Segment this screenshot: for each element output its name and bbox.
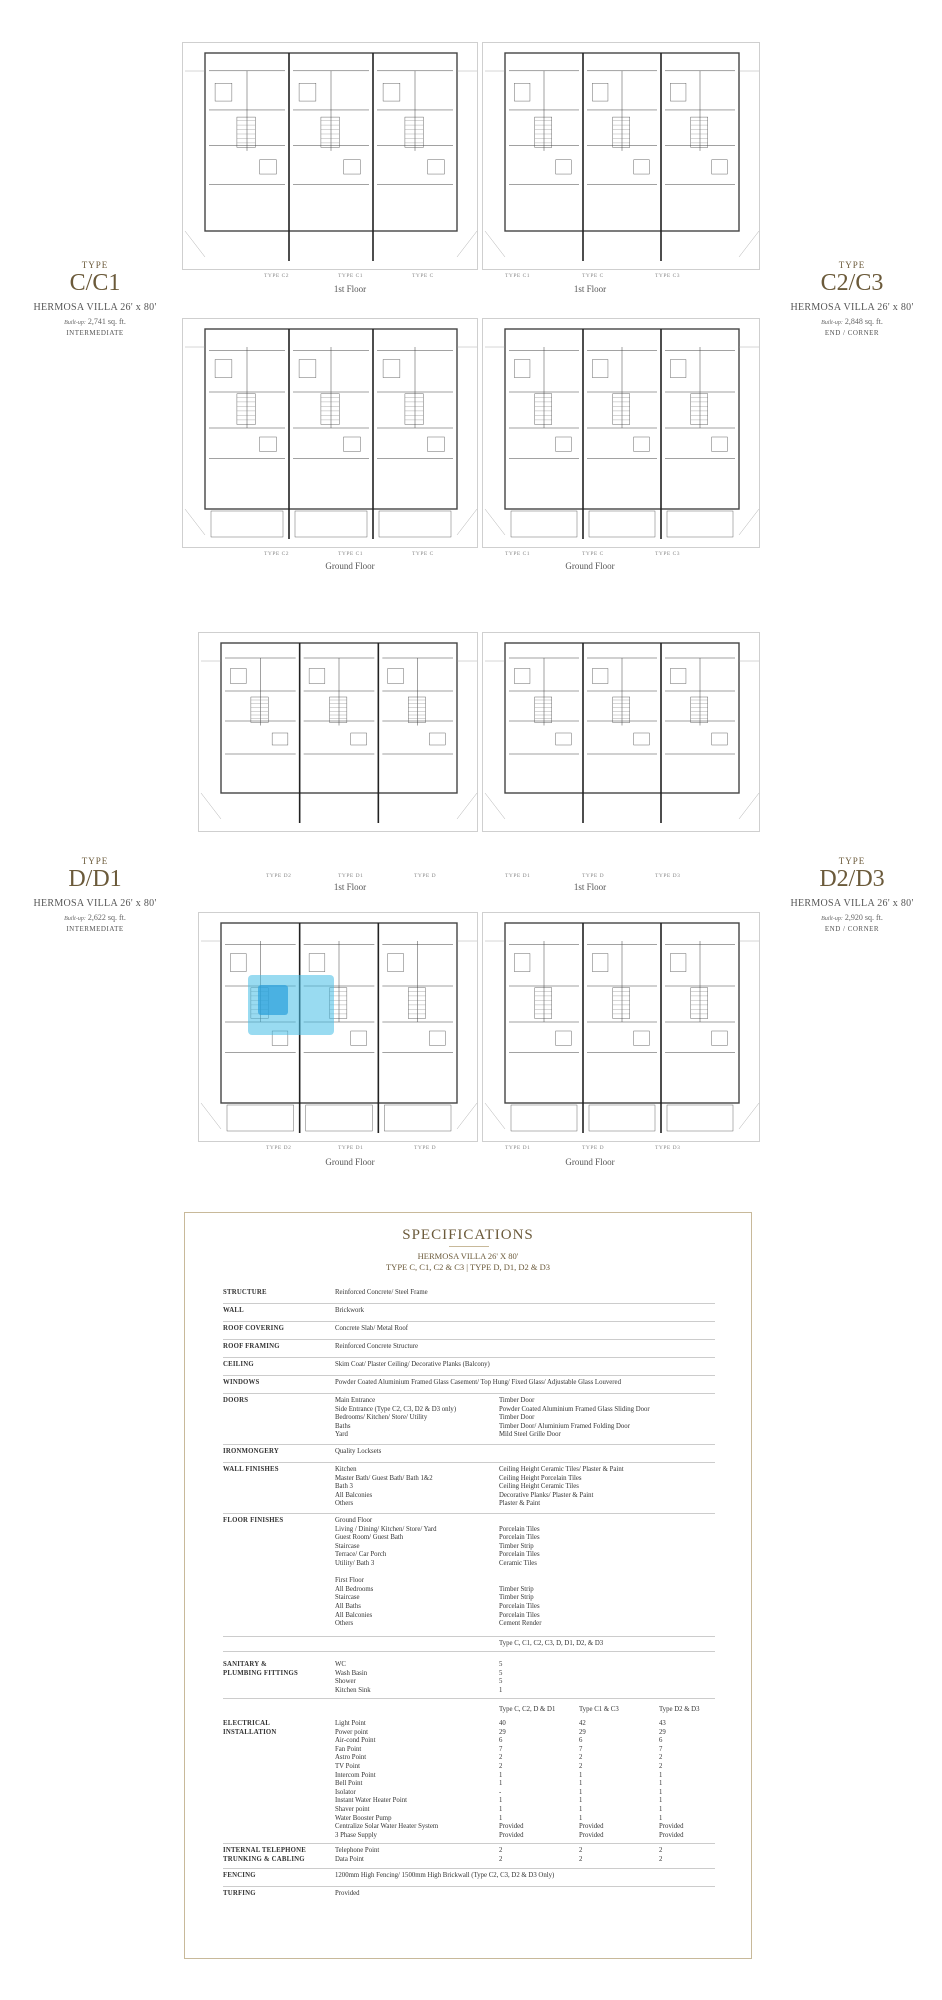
plan-room — [592, 83, 608, 101]
type-name: HERMOSA VILLA 26' x 80' — [33, 898, 157, 909]
plan-room — [272, 733, 288, 745]
spec-row-telephone: INTERNAL TELEPHONE TRUNKING & CABLING Telephone Point Data Point 2 2 2 2 2 2 — [223, 1845, 715, 1869]
type-name: HERMOSA VILLA 26' x 80' — [790, 898, 914, 909]
type-code: C/C1 — [69, 270, 121, 296]
plan-room — [556, 160, 572, 174]
plan-room — [589, 1105, 655, 1131]
plan-room — [344, 160, 361, 174]
type-label: TYPE C1 — [505, 273, 531, 279]
floor-label: Ground Floor — [325, 561, 375, 571]
type-word: TYPE — [838, 260, 866, 270]
built-up: Built-up: 2,622 sq. ft. — [64, 913, 126, 922]
plan-d-ground-right — [482, 912, 760, 1142]
plan-line — [739, 231, 759, 257]
plan-room — [712, 437, 728, 451]
plan-room — [299, 83, 316, 101]
type-code: D2/D3 — [819, 866, 885, 892]
plan-room — [351, 733, 367, 745]
plan-room — [309, 669, 325, 684]
plan-room — [260, 437, 277, 451]
type-label: TYPE D1 — [338, 873, 364, 879]
plan-room — [670, 83, 686, 101]
plan-room — [295, 511, 367, 537]
plan-line — [485, 793, 505, 819]
plan-room — [383, 360, 400, 378]
spec-row-wall: WALL Brickwork — [223, 1305, 715, 1322]
floor-label: Ground Floor — [325, 1157, 375, 1167]
floor-label: 1st Floor — [573, 284, 607, 294]
plan-room — [712, 733, 728, 745]
plan-line — [739, 793, 759, 819]
plan-line — [457, 1103, 477, 1129]
plan-line — [201, 1103, 221, 1129]
plan-c-1st-left — [182, 42, 478, 270]
built-up: Built-up: 2,741 sq. ft. — [64, 317, 126, 326]
plan-c-1st-right — [482, 42, 760, 270]
spec-row-framing: ROOF FRAMING Reinforced Concrete Structure — [223, 1341, 715, 1358]
spec-subtitle: HERMOSA VILLA 26' X 80' — [417, 1251, 519, 1261]
type-code: D/D1 — [68, 866, 122, 892]
spec-subtitle-types: TYPE C, C1, C2 & C3 | TYPE D, D1, D2 & D3 — [385, 1262, 550, 1272]
plan-room — [384, 1105, 451, 1131]
plan-room — [556, 437, 572, 451]
type-label: TYPE C — [582, 551, 604, 557]
plan-room — [670, 669, 686, 684]
spec-row-turfing: TURFING Provided — [223, 1890, 360, 1897]
plan-room — [556, 1031, 572, 1045]
type-code: C2/C3 — [820, 270, 884, 296]
spec-row-sanitary: SANITARY & PLUMBING FITTINGS WC Wash Basin Shower Kitchen Sink 5 5 5 1 — [223, 1653, 715, 1699]
spec-row-type-header: Type C, C1, C2, C3, D, D1, D2, & D3 — [223, 1638, 715, 1652]
spec-row-floor-finishes: FLOOR FINISHES Ground Floor Living / Dining/ Kitchen/ Store/ Yard Guest Room/ Guest Bath Staircase Terrace/ Car Porch Utility/ Bath 3 First Floor All Bedrooms Staircase All Baths All Balconies Others Porcelain Tiles Porcelain Tiles Timber Strip Porcelain Tiles Ceramic Tiles Timber Strip Timber Strip Porcelain Tiles Porcelain Tiles Cement Render — [223, 1515, 715, 1637]
plan-line — [185, 231, 205, 257]
plan-room — [344, 437, 361, 451]
plan-room — [634, 437, 650, 451]
type-label: TYPE C2 — [264, 273, 290, 279]
plan-line — [457, 793, 477, 819]
plan-room — [309, 954, 325, 972]
built-up: Built-up: 2,920 sq. ft. — [821, 913, 883, 922]
type-label: TYPE D2 — [266, 1145, 292, 1151]
ornament-divider — [449, 1246, 489, 1248]
plan-room — [299, 360, 316, 378]
plan-room — [428, 437, 445, 451]
plan-c-ground-right — [482, 318, 760, 548]
type-title-d23 — [772, 856, 932, 933]
plan-room — [429, 1031, 445, 1045]
type-label: TYPE C3 — [655, 273, 681, 279]
plan-room — [634, 1031, 650, 1045]
spec-row-ceiling: CEILING Skim Coat/ Plaster Ceiling/ Decorative Planks (Balcony) — [223, 1359, 715, 1376]
type-label: TYPE D1 — [505, 1145, 531, 1151]
plan-room — [712, 160, 728, 174]
type-label: TYPE C — [582, 273, 604, 279]
plan-room — [667, 1105, 733, 1131]
plan-room — [712, 1031, 728, 1045]
type-label: TYPE C1 — [338, 273, 364, 279]
type-label: TYPE D1 — [505, 873, 531, 879]
plan-room — [514, 360, 530, 378]
floor-label: 1st Floor — [333, 284, 367, 294]
plan-d-1st-right — [482, 632, 760, 832]
spec-row-roof: ROOF COVERING Concrete Slab/ Metal Roof — [223, 1323, 715, 1340]
spec-row-ironmongery: IRONMONGERY Quality Locksets — [223, 1446, 715, 1463]
type-word: TYPE — [81, 856, 109, 866]
type-title-d — [20, 856, 170, 933]
type-label: TYPE D3 — [655, 873, 681, 879]
plan-room — [215, 360, 232, 378]
plan-room — [634, 160, 650, 174]
type-label: TYPE D1 — [338, 1145, 364, 1151]
plan-room — [592, 360, 608, 378]
plan-room — [514, 954, 530, 972]
plan-line — [185, 509, 205, 535]
plan-d-1st-left — [198, 632, 478, 832]
type-label: TYPE C1 — [505, 551, 531, 557]
spec-title: SPECIFICATIONS — [402, 1227, 534, 1243]
spec-row-doors: DOORS Main Entrance Side Entrance (Type C2, C3, D2 & D3 only) Bedrooms/ Kitchen/ Store/ Utility Baths Yard Timber Door Powder Coated Aluminium Framed Glass Sliding Door Timber Door Timber Door/ Aluminium Framed Folding Door Mild Steel Grille Door — [223, 1395, 715, 1445]
plan-room — [230, 954, 246, 972]
type-position: END / CORNER — [824, 925, 880, 933]
type-title-c23 — [772, 260, 932, 337]
type-position: END / CORNER — [824, 329, 880, 337]
floor-label: Ground Floor — [565, 561, 615, 571]
built-up: Built-up: 2,848 sq. ft. — [821, 317, 883, 326]
plan-room — [670, 360, 686, 378]
plan-room — [383, 83, 400, 101]
plan-room — [514, 83, 530, 101]
type-label: TYPE C3 — [655, 551, 681, 557]
highlight-overlay-inner — [258, 985, 288, 1015]
floor-label: 1st Floor — [573, 882, 607, 892]
plan-room — [556, 733, 572, 745]
plan-line — [457, 231, 477, 257]
plan-line — [201, 793, 221, 819]
plan-d-ground-left — [198, 912, 478, 1142]
type-label: TYPE D — [582, 1145, 605, 1151]
type-word: TYPE — [81, 260, 109, 270]
plan-room — [592, 669, 608, 684]
plan-line — [457, 509, 477, 535]
plan-room — [667, 511, 733, 537]
type-label: TYPE D2 — [266, 873, 292, 879]
spec-row-electrical: Type C, C2, D & D1 Type C1 & C3 Type D2 & D3 ELECTRICAL INSTALLATION Light Point Power point Air-cond Point Fan Point Astro Point TV Point Intercom Point Bell Point Isolator Instant Water Heater Point Shaver point Water Booster Pump Centralize Solar Water Heater System 3 Phase Supply 40 29 6 7 2 2 1 1 - 1 1 1 Provided Provided 42 29 6 7 2 2 1 1 1 1 1 1 Provided Provided 43 29 6 7 2 2 1 1 1 1 1 1 Provided Provided — [223, 1700, 715, 1844]
type-position: INTERMEDIATE — [66, 329, 124, 337]
plan-room — [379, 511, 451, 537]
plan-room — [211, 511, 283, 537]
type-label: TYPE D — [414, 873, 437, 879]
plan-line — [485, 1103, 505, 1129]
plan-room — [388, 669, 404, 684]
type-label: TYPE C — [412, 273, 434, 279]
plan-room — [634, 733, 650, 745]
spec-row-windows: WINDOWS Powder Coated Aluminium Framed Glass Casement/ Top Hung/ Fixed Glass/ Adjustable Glass Louvered — [223, 1377, 715, 1394]
type-name: HERMOSA VILLA 26' x 80' — [790, 302, 914, 313]
plan-line — [485, 231, 505, 257]
floor-label: Ground Floor — [565, 1157, 615, 1167]
plan-room — [230, 669, 246, 684]
plan-room — [670, 954, 686, 972]
plan-line — [739, 1103, 759, 1129]
type-label: TYPE C2 — [264, 551, 290, 557]
type-label: TYPE D — [582, 873, 605, 879]
type-position: INTERMEDIATE — [66, 925, 124, 933]
plan-room — [351, 1031, 367, 1045]
plan-room — [227, 1105, 294, 1131]
plan-room — [388, 954, 404, 972]
type-label: TYPE C1 — [338, 551, 364, 557]
spec-row-structure: STRUCTURE Reinforced Concrete/ Steel Frame — [223, 1287, 715, 1304]
plan-room — [511, 511, 577, 537]
plan-room — [589, 511, 655, 537]
plan-room — [429, 733, 445, 745]
plan-line — [485, 509, 505, 535]
plan-room — [428, 160, 445, 174]
plan-c-ground-left — [182, 318, 478, 548]
floor-label: 1st Floor — [333, 882, 367, 892]
type-label: TYPE C — [412, 551, 434, 557]
spec-row-wall-finishes: WALL FINISHES Kitchen Master Bath/ Guest Bath/ Bath 1&2 Bath 3 All Balconies Others Ceiling Height Ceramic Tiles/ Plaster & Paint Ceiling Height Porcelain Tiles Ceiling Height Ceramic Tiles Decorative Planks/ Plaster & Paint Plaster & Paint — [223, 1464, 715, 1514]
plan-line — [739, 509, 759, 535]
spec-row-fencing: FENCING 1200mm High Fencing/ 1500mm High Brickwall (Type C2, C3, D2 & D3 Only) — [223, 1870, 715, 1887]
plan-room — [592, 954, 608, 972]
type-title-c — [20, 260, 170, 337]
type-label: TYPE D3 — [655, 1145, 681, 1151]
plan-room — [215, 83, 232, 101]
type-label: TYPE D — [414, 1145, 437, 1151]
plan-room — [260, 160, 277, 174]
plan-room — [306, 1105, 373, 1131]
type-word: TYPE — [838, 856, 866, 866]
plan-room — [511, 1105, 577, 1131]
specifications-panel — [184, 1212, 752, 1959]
plan-room — [514, 669, 530, 684]
type-name: HERMOSA VILLA 26' x 80' — [33, 302, 157, 313]
